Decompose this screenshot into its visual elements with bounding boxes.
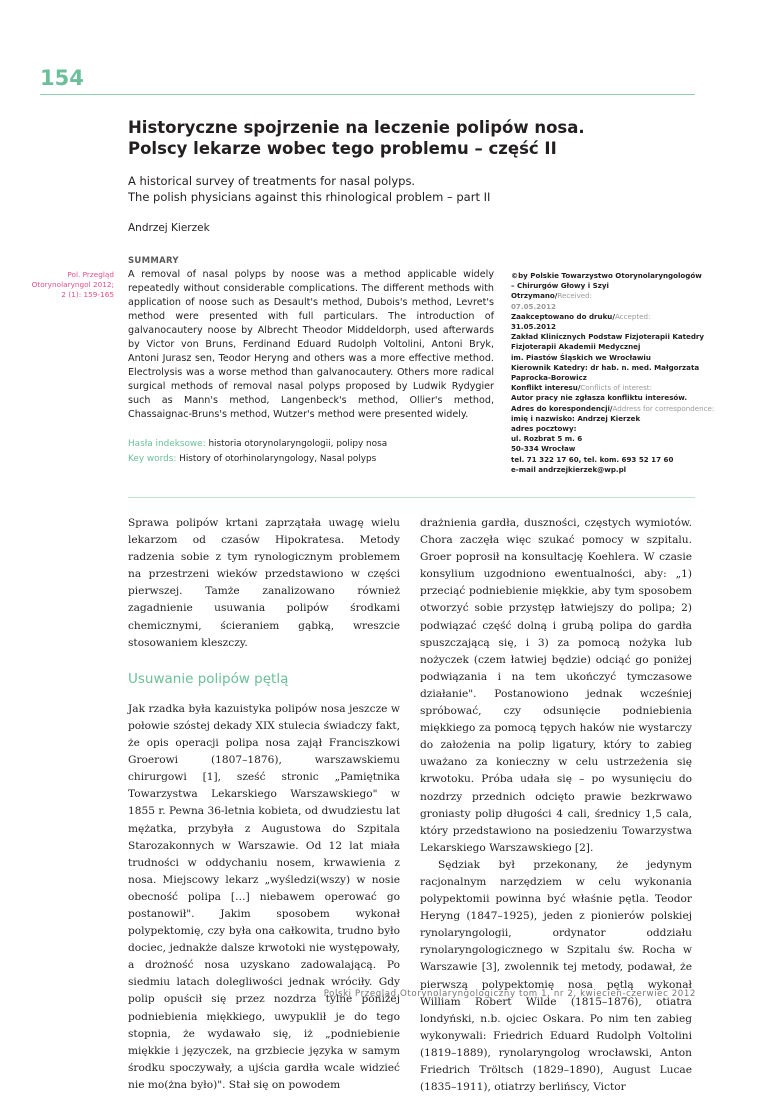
article-subtitle: [128, 173, 688, 205]
body-column-right: [420, 515, 692, 1096]
top-divider: [40, 94, 695, 95]
copyright-line-1: ©by Polskie Towarzystwo Otorynolaryngologów: [511, 271, 702, 280]
page-number: 154: [40, 66, 84, 90]
keywords-pl-label: Hasła indeksowe:: [128, 439, 206, 449]
body-paragraph-2: drażnienia gardła, duszności, częstych wymiotów. Chora zaczęła więc szukać pomocy w szpitalu. Groer poprosił na konsultację Koehlera. W czasie konsylium uzgodniono ewentualności, aby: „1) przeciąć podniebienie miękkie, aby tym sposobem otworzyć sobie przystęp łatwiejszy do polipa; 2) podwiązać część dolną i grubą polipa do gardła spuszczającą się, i 3) za pomocą nożyka lub nożyczek (czem łatwiej będzie) odciąć go poniżej podwiązania i na tem ukończyć tymczasowe działanie". Postanowiono jednak wcześniej spróbować, czy odsunięcie podniebienia miękkiego za pomocą tępych haków nie wystarczy do założenia na polip ligatury, który to zabieg uważano za konieczny w celu ustrzeżenia się krwotoku. Próba udała się – po wysunięciu do nozdrzy przednich odcięto prawie bezkrwawo groniasty polip długości 4 cali, średnicy 1,5 cala, który przedstawiono na posiedzeniu Towarzystwa Lekarskiego Warszawskiego [2].: [420, 517, 692, 854]
subtitle-line-2: The polish physicians against this rhinological problem – part II: [128, 190, 491, 204]
keywords: [128, 437, 498, 467]
section-divider: [128, 497, 695, 498]
summary-heading: SUMMARY: [128, 256, 179, 266]
conflict-label: Konflikt interesu/Conflicts of interest:: [511, 383, 652, 393]
accepted-label: Zaakceptowano do druku/Accepted:: [511, 311, 651, 321]
page-footer: Polski Przegląd Otorynolaryngologiczny tom 1, nr 2, kwiecień-czerwiec 2012: [323, 989, 696, 999]
affiliation-line-2: Fizjoterapii Akademii Medycznej: [511, 342, 641, 352]
conflict-text: Autor pracy nie zgłasza konfliktu interesów.: [511, 393, 688, 403]
journal-citation: [8, 270, 114, 300]
author-name: Andrzej Kierzek: [128, 222, 210, 234]
article-info-box: [511, 271, 715, 475]
keywords-en-value: History of otorhinolaryngology, Nasal polyps: [179, 454, 377, 464]
keywords-en: [128, 452, 498, 467]
body-paragraph-3: Sędziak był przekonany, że jedynym racjonalnym narzędziem w celu wykonania polypektomii powinna być właśnie pętla. Teodor Heryng (1847–1925), jeden z pionierów polskiej rynolaryngologii, ordynator oddziału rynolaryngologicznego w Szpitalu św. Rocha w Warszawie [3], zwolennik tej metody, podawał, że pierwszą polypektomię nosa pętlą wykonał William Robert Wilde (1815–1876), otiatra londyński, n.b. ojciec Oskara. Po nim ten zabieg wykonywali: Friedrich Eduard Rudolph Voltolini (1819–1889), rynolaryngolog wrocławski, Anton Friedrich Tröltsch (1829–1890), August Lucae (1835–1911), otiatrzy berlińscy, Victor: [420, 858, 692, 1094]
body-paragraph-1: Jak rzadka była kazuistyka polipów nosa jeszcze w połowie szóstej dekady XIX stulecia świadczy fakt, że opis operacji polipa nosa zajął Franciszkowi Groerowi (1807–1876), warszawskiemu chirurgowi [1], sześć stronic „Pamiętnika Towarzystwa Lekarskiego Warszawskiego" w 1855 r. Pewna 36-letnia kobieta, od dwudziestu lat mężatka, przybyła z Augustowa do Szpitala Starozakonnych w Warszawie. Od 12 lat miała trudności w oddychaniu nosem, krwawienia z nosa. Miejscowy lekarz „wyśledzi(wszy) w nosie obecność polipa […] niebawem operować go postanowił". Jakim sposobem wykonał polypektomię, czy była ona całkowita, trudno było dociec, jednakże dalsze krwotoki nie występowały, a drożność nosa uzyskano zadowalającą. Po siedmiu latach dolegliwości jednak wróciły. Gdy polip opuścił się przez nozdrza tylne poniżej podniebienia miękkiego, uwypuklił je do tego stopnia, że wydawało się, iż „podniebienie miękkie i języczek, na grzbiecie języka w samym środku spoczywały, a ujścia gardła wcale widzieć nie mo(żna było)". Stał się on powodem: [128, 702, 400, 1091]
copyright-line-2: – Chirurgów Głowy i Szyi: [511, 281, 609, 291]
intro-paragraph: Sprawa polipów krtani zaprzątała uwagę wielu lekarzom od czasów Hipokratesa. Metody radzenia sobie z tym rynologicznym problemem na przestrzeni wieków przedstawiono w części pierwszej. Tamże zanalizowano również zagadnienie usuwania polipów środkami chemicznymi, ścieraniem gąbką, wreszcie stosowaniem kleszczy.: [128, 517, 400, 649]
address-line-2: adres pocztowy:: [511, 424, 577, 434]
address-line-3: ul. Rozbrat 5 m. 6: [511, 434, 583, 444]
citation-line-2: Otorynolaryngol 2012;: [31, 280, 114, 289]
citation-line-1: Pol. Przegląd: [67, 270, 114, 279]
body-column-left: [128, 515, 400, 1094]
subtitle-line-1: A historical survey of treatments for nasal polyps.: [128, 174, 416, 188]
received-label: Otrzymano/Received:: [511, 291, 593, 301]
section-heading: Usuwanie polipów pętlą: [128, 670, 289, 687]
affiliation-line-5: Paprocka-Borowicz: [511, 373, 587, 383]
summary-text: A removal of nasal polyps by noose was a method applicable widely repeatedly without considerable complications. The different methods with application of noose such as Desault's method, Dubois's method, Levret's method were presented with full particulars. The introduction of galvanocautery noose by Albrecht Theodor Middeldorph, used afterwards by Victor von Bruns, Ferdinand Eduard Rudolph Voltolini, Antoni Bryk, Antoni Jurasz sen, Teodor Heryng and others was a more effective method. Electrolysis was a worse method than galvanocautery. Others more radical surgical methods of removal nasal polyps proposed by Ludwik Rydygier such as Mann's method, Langenbeck's method, Ollier's method, Chassaignac-Bruns's method, Wutzer's method were presented widely.: [128, 269, 494, 420]
address-label: Adres do korespondencji/Address for correspondence:: [511, 403, 715, 413]
affiliation-line-1: Zakład Klinicznych Podstaw Fizjoterapii Katedry: [511, 332, 705, 342]
citation-line-3: 2 (1): 159-165: [61, 290, 114, 299]
title-line-1: Historyczne spojrzenie na leczenie polipów nosa.: [128, 118, 585, 137]
received-date: 07.05.2012: [511, 301, 556, 311]
title-line-2: Polscy lekarze wobec tego problemu – część II: [128, 139, 557, 158]
keywords-en-label: Key words:: [128, 454, 177, 464]
address-line-4: 50-334 Wrocław: [511, 444, 576, 454]
article-title: [128, 117, 688, 159]
keywords-pl-value: historia otorynolaryngologii, polipy nosa: [208, 439, 388, 449]
keywords-pl: [128, 437, 498, 452]
affiliation-line-3: im. Piastów Śląskich we Wrocławiu: [511, 352, 651, 362]
address-email: e-mail andrzejkierzek@wp.pl: [511, 464, 627, 474]
affiliation-line-4: Kierownik Katedry: dr hab. n. med. Małgorzata: [511, 362, 700, 372]
accepted-date: 31.05.2012: [511, 322, 556, 332]
address-line-1: imię i nazwisko: Andrzej Kierzek: [511, 413, 641, 423]
address-line-5: tel. 71 322 17 60, tel. kom. 693 52 17 60: [511, 454, 674, 464]
